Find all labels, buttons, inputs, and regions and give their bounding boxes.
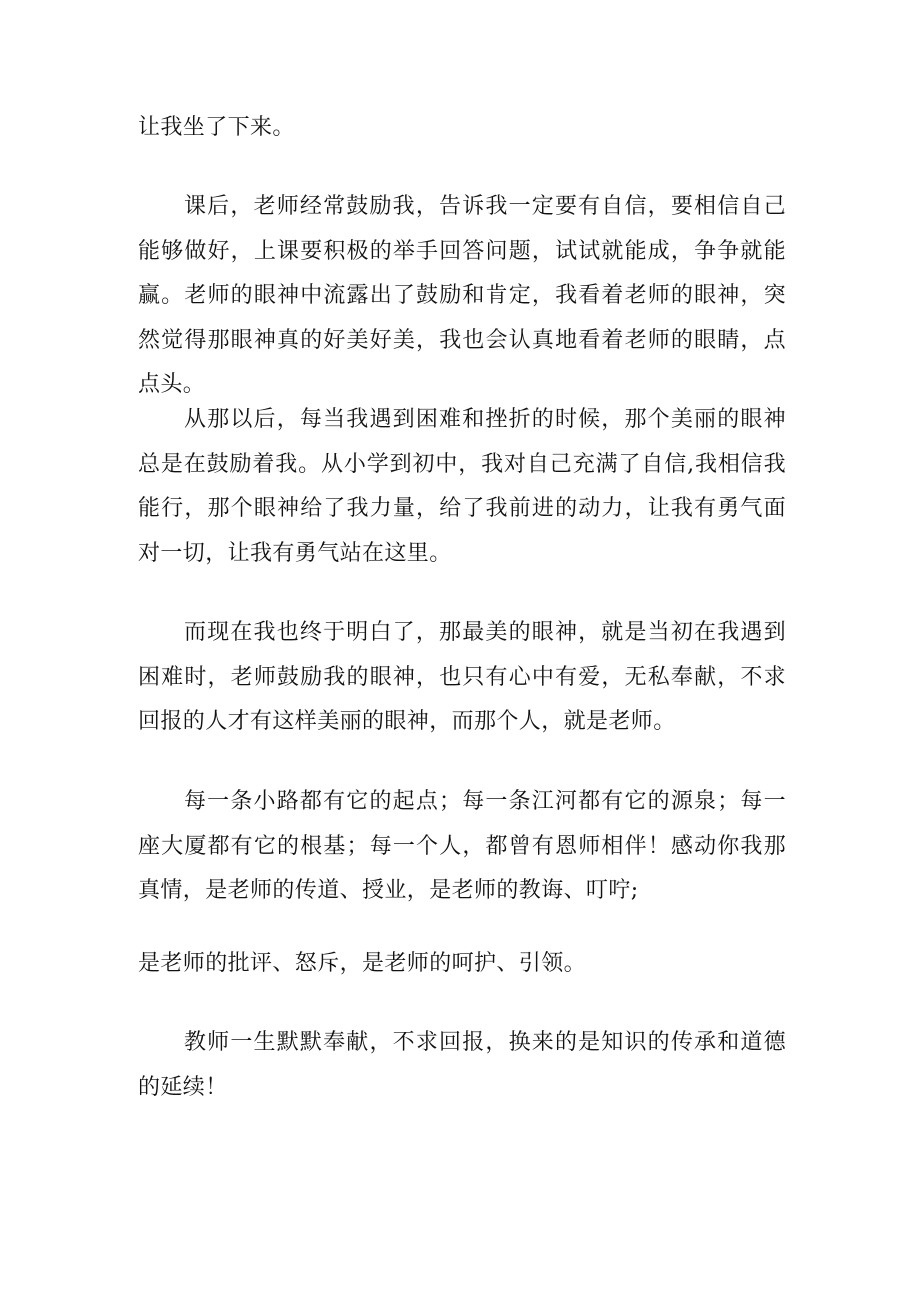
paragraph-every-road: 每一条小路都有它的起点；每一条江河都有它的源泉；每一座大厦都有它的根基；每一个人，都曾有恩师相伴！感动你我那真情，是老师的传道、授业，是老师的教诲、叮咛;: [138, 789, 786, 903]
paragraph-criticism: 是老师的批评、怒斥，是老师的呵护、引领。: [138, 951, 587, 976]
paragraph-continuation: 让我坐了下来。: [138, 115, 295, 140]
paragraph-now-understand: 而现在我也终于明白了，那最美的眼神，就是当初在我遇到困难时，老师鼓励我的眼神，也只有心中有爱，无私奉献，不求回报的人才有这样美丽的眼神，而那个人，就是老师。: [138, 620, 786, 734]
paragraph-since-then: 从那以后，每当我遇到困难和挫折的时候，那个美丽的眼神总是在鼓励着我。从小学到初中，我对自己充满了自信,我相信我能行，那个眼神给了我力量，给了我前进的动力，让我有勇气面对一切，让我有勇气站在这里。: [138, 407, 786, 566]
paragraph-after-class: 课后，老师经常鼓励我，告诉我一定要有自信，要相信自己能够做好，上课要积极的举手回答问题，试试就能成，争争就能赢。老师的眼神中流露出了鼓励和肯定，我看着老师的眼神，突然觉得那眼神真的好美好美，我也会认真地看着老师的眼睛，点点头。: [138, 194, 786, 397]
paragraph-teacher-devotion: 教师一生默默奉献，不求回报，换来的是知识的传承和道德的延续！: [138, 1030, 786, 1100]
